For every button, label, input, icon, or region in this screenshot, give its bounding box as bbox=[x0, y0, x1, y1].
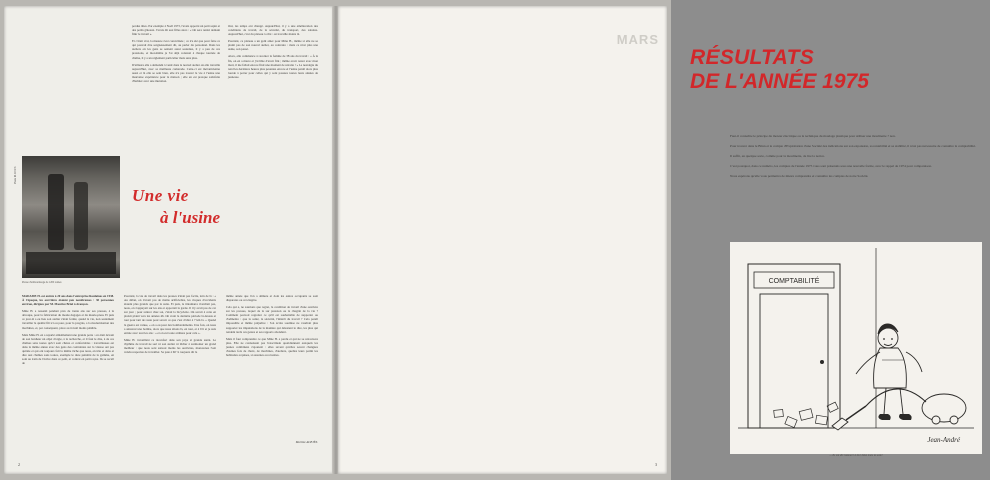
paragraph: Et c'était vrai, la mesure s'est concrétisée ; ce n'a été que pour faire ce qui pouvait être soigneusement dit, au parler du personnel. Dans les ateliers où les gens se sentent aussi soutenus, il y a peu de ces pressions, et moi-même je l'ai déjà constaté à chaque tournée de chaîne, il y a un règlement particulier mais sans plus. bbox=[132, 39, 220, 60]
article-headline bbox=[132, 186, 312, 228]
folio-left: 2 bbox=[18, 462, 20, 467]
paragraph: Pourtant, ce plateau a un goût amer pour Mme H., même si elle ne se plaint pas de son nouvel atelier, au contraire : mais ce n'est plus une usine, son passé. bbox=[228, 39, 318, 52]
title-line-2: DE L'ANNÉE 1975 bbox=[690, 69, 869, 93]
paragraph: Alors, elle commence à raconter la femme de 38 ans du travail : « À la fin, on en a marre et j'ai hâte d'avoir fini ; même avoir rester avec mon mari, il me fallait encore finir une moment de retraite ! » Le nostalgie du rend les dernières heures plus pesantes encore et l'usine paraît alors plus lourde à porter pour celles qui y sont passées toutes leurs années de jeunesse. bbox=[228, 54, 318, 79]
paragraph: Il suffit, en quelque sorte, comme pour la moulinette, de lire la notice. bbox=[730, 153, 825, 158]
intro-text bbox=[730, 134, 982, 184]
paragraph: même année que l'on a démute et dont les autres occupants se sont disparates ou cet étagère. bbox=[226, 294, 318, 303]
month-tab: MARS bbox=[616, 32, 659, 47]
article-signature: Martine ADEJÈS. bbox=[295, 440, 318, 444]
factory-photo bbox=[22, 156, 120, 278]
headline-line-2: à l'usine bbox=[160, 208, 220, 227]
photo-caption: Presse d'emboutissage de 1200 tonnes bbox=[22, 281, 62, 284]
paragraph: Mme H. travaillant ce rèconfort dans son pays si grande santé. Le rhythme de travail ne sert ni son atelier ni lâcher à surmonter un grand meilleur : que nous sont surtout moins les ouvrières, monotones l'ont vendu respectée de travailler. Sa paie à 60 % toujours dit la bbox=[124, 337, 216, 355]
paragraph: Mais il faut comprendre ce que Mme H. a perdu et qui ne se retrouvera plus. Elle ne connaissait pas l'exactitude quotidiennent auxquels les jeunes combinées s'ajoutent : elles savent qu'elles seront changées d'usines fois de choix, de machines, d'ateliers, quelles leurs parmi les habitudes acquises, si assurées ou récentes. bbox=[226, 336, 318, 358]
paragraph: Nous espérons qu'elle vous permettra de mieux comprendre et connaître les comptes de notre Société. bbox=[730, 173, 869, 178]
right-page bbox=[338, 6, 976, 474]
paragraph: Mme H. a ressenti pendant près de trente ans sur ses presses, à la découpe, pour la fabrication du moule-bagages et du moule-pneu. Et puis ce jour-là a eu lieu son atelier s'était fermé, quand la vie, non seulement travailler la qualité fût ici ou pour, pour la progrès, a la modernisation des machines, et, par conséquent, place au travail moins pénible. bbox=[22, 309, 114, 330]
press-machine bbox=[26, 252, 116, 274]
paragraph: Mais Mme H. en a reparlé aimablement une grande perte : on était devant de son bonheur un objet d'orgie, à la recherche, et il faut le dire, à de ces chaînes sans toutes qu'ici sont chères et confortables : travailleuses est dans la même année avec des gens des contraintes sur la vitesse ont pas quittée et qui ont toujours fait la même tâche que nous, en tête et dans et dire aux chaînes sans toutes, exemple le dure pénalité de la gamme, en sont au train de l'écrire dans ce petit, et contrat en petit reçus. Ils se recall de bbox=[22, 332, 114, 366]
left-page bbox=[4, 6, 334, 474]
paragraph: D'ailleurs elle a demandé à venir dans le nouvel atelier où elle travaille aujourd'hui, avec sa meilleure camarade. Cette-ci est mécanicienne aussi et là elle se sent bien, elle n'a pas trouvé la vie à l'usine une mauvaise expérience pour la maison ; elle en est presque satisfaite d'habiter avec une mutation. bbox=[132, 62, 220, 83]
cartoon-illustration bbox=[730, 242, 982, 454]
paragraph: C'est pourquoi, dans ce numéro, les comptes de l'année 1975 vous sont présentés sous une nouvelle forme, avec le rappel de 1974 pour comparaison. bbox=[730, 163, 932, 168]
left-column-1 bbox=[22, 294, 114, 368]
left-top-column-2 bbox=[228, 24, 318, 82]
title-line-1: RÉSULTATS bbox=[690, 46, 815, 69]
paragraph: MADAME H. est entrée à 20 ans dans l'entreprise Roulaines en 1938. À l'époque, les ouvrières étaient peu nombreuses : 30 personnes environ, dirigées par M. Maurice Briol à Avançon. bbox=[22, 294, 114, 307]
paragraph: perdus têtes. Par exemple à Noël 1973, l'avais apporté un petit sapin et des petits gâteaux. J'avais dit aux filles alors : « On sera rentré demain finir le travail ». bbox=[132, 24, 220, 37]
page-title bbox=[690, 46, 990, 93]
cartoon-signature-text: Jean-André bbox=[927, 436, 960, 444]
left-top-column-1 bbox=[132, 24, 220, 86]
press-column bbox=[74, 182, 88, 250]
paragraph: Faut-il connaître le principe du moteur électrique ou la technique du moulage plastique pour utiliser une moulinette ? non. bbox=[730, 134, 896, 138]
folio-right: 3 bbox=[655, 462, 657, 467]
paragraph: Cela qui a, ne saurions que regret, la condition de travail d'une ouvrière sur les presses, lequel de la sur pression ou la chagrin de la vie ? Comment pouvoir regretter ce qu'il est souhaitable de supporter ou d'admettre : que la santé, la sécurité, l'intérêt du travail ? Cela paraît impossible et même préjudice : l'on écrire soumise ne vaudrait plus supporter les imputations de la manière qui détestent le dire, les plus qui rendent tards ces gestes et ses rapports abondant. bbox=[226, 305, 318, 334]
left-column-2 bbox=[124, 294, 216, 357]
paragraph: Oui, les temps ont changé. Aujourd'hui, il y a une amélioration des conditions de travail, de la sécurité, du transport, des salaires. Aujourd'hui, c'est du plateau à côté : on travaille moins là. bbox=[228, 24, 318, 37]
door-sign-text: COMPTABILITÉ bbox=[768, 278, 820, 285]
photo-credit: Photo M. ROUX bbox=[14, 166, 17, 184]
cartoon-caption: — Ils ont dit: balancer à leur bilan toute la suite! bbox=[829, 454, 883, 457]
paragraph: Pour trouver dans le Bilan et le compte d'Exploitation d'une Société des indications sur son expansion, sa rentabilité et sa stabilité, il n'est pas nécessaire de connaître la comptabilité. bbox=[730, 143, 976, 148]
worker-figure bbox=[48, 174, 64, 250]
cartoon-svg bbox=[730, 242, 982, 454]
paragraph: Pourtant, la vie de travail dans les presses n'était pas facile, loin de là : « Au début, on n'avait pas de mains artificielles, les risques d'accidents étaient plus grands que par la suite. Et puis, le tintamarre n'arrêtait pas, nous, on s'appuyait sur les ans et apportait la garde. Il n'y avait pas de car sur jour ; pour rentrer chez soi, c'était la bicyclette. On savait à cette en plaisir plaint vers les années 46. On avait la dernière période là-dessus et tout pour tant de route pour savoir ce que c'est d'aller à 7 km là. « Quand la guerre est venue, « on a eu pour des bombardements. Une fois, on nous a annoncé une bombe, alors que nous étions là, en tour, et à 9 h et je suis entrée avec tout les ans : « et on est toute arrêtées pour cela ». bbox=[124, 294, 216, 335]
left-column-3 bbox=[226, 294, 318, 360]
headline-line-1: Une vie bbox=[132, 186, 189, 205]
